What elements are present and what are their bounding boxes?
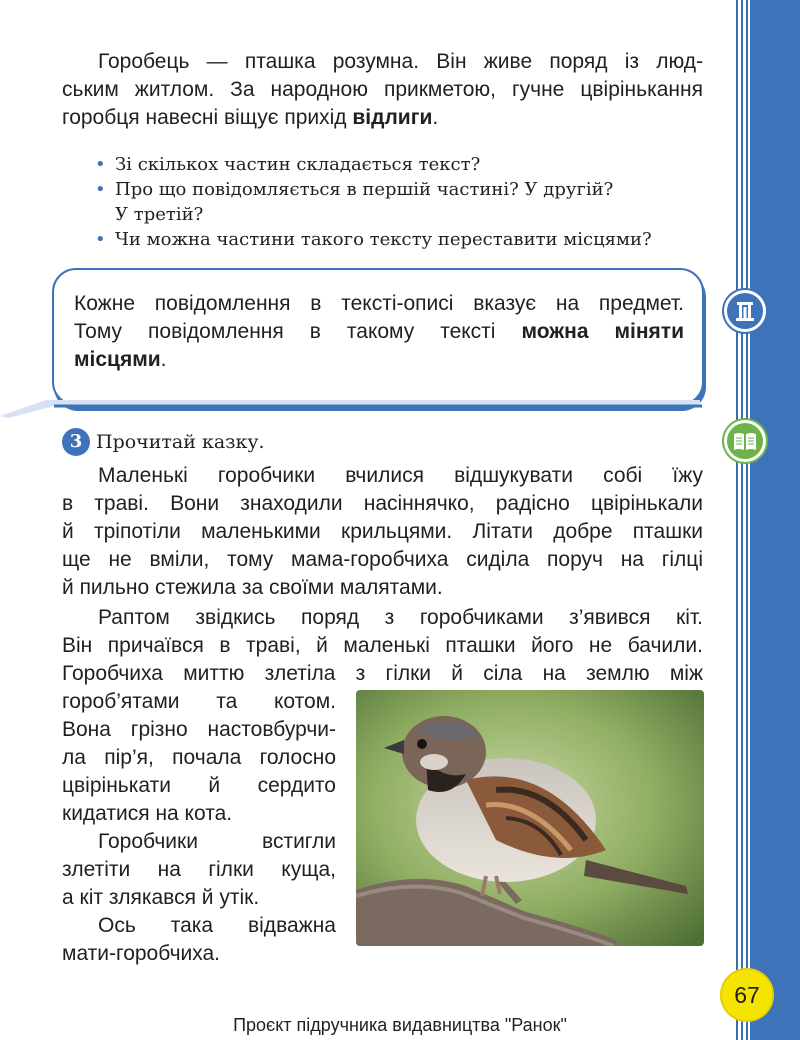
question-item: • Про що повідомляється в першій частині? У другій?	[95, 179, 614, 200]
bullet: •	[95, 229, 106, 250]
story-line: й тріпотіли маленькими крильцями. Літати добре пташки	[62, 520, 703, 543]
margin-band	[750, 0, 800, 1040]
bullet: •	[95, 179, 106, 200]
story-line-narrow: Ось така відважна	[98, 914, 336, 937]
margin-decoration	[736, 0, 800, 1040]
question-item: • Зі скількох частин складається текст?	[95, 154, 481, 175]
bold-term: відлиги	[352, 106, 433, 129]
question-list	[93, 152, 705, 252]
story-line: Раптом звідкись поряд з горобчиками з’явився кіт.	[98, 606, 703, 629]
question-item-continuation: У третій?	[115, 204, 204, 225]
story-line-narrow: цвірінькати й сердито	[62, 774, 336, 797]
rule-text: Кожне повідомлення в тексті-описі вказує на предмет. Тому повідомлення в такому тексті можна міняти місцями.	[74, 292, 684, 371]
story-line: Маленькі горобчики вчилися відшукувати собі їжу	[98, 464, 703, 487]
story-line: ще не вміли, тому мама-горобчиха сиділа поруч на гілці	[62, 548, 703, 571]
story-line-narrow: ла пір’я, почала голосно	[62, 746, 336, 769]
bullet: •	[95, 154, 106, 175]
intro-line-3: горобця навесні віщує прихід відлиги.	[62, 106, 439, 129]
margin-lines	[736, 0, 750, 1040]
story-line-narrow: гороб’ятами та котом.	[62, 690, 336, 713]
column-rule-icon	[724, 290, 766, 332]
question-item: • Чи можна частини такого тексту переставити місцями?	[95, 229, 652, 250]
intro-line-1: Горобець — пташка розумна. Він живе поряд із люд-	[98, 50, 703, 73]
intro-line-2: ським житлом. За народною прикметою, гучне цвірінькання	[62, 78, 703, 101]
rule-box	[52, 268, 704, 406]
story-line-narrow: кидатися на кота.	[62, 802, 233, 825]
story-line-narrow: Вона грізно настовбурчи-	[62, 718, 336, 741]
story-line-narrow: Горобчики встигли	[98, 830, 336, 853]
story-line: й пильно стежила за своїми малятами.	[62, 576, 443, 599]
story-line-narrow: злетіти на гілки куща,	[62, 858, 336, 881]
story-line: Горобчиха миттю злетіла з гілки й сіла на землю між	[62, 662, 703, 685]
story-line-narrow: мати-горобчиха.	[62, 942, 221, 965]
story-line: Він причаївся в траві, й маленькі пташки його не бачили.	[62, 634, 703, 657]
task-instruction: Прочитай казку.	[96, 431, 265, 453]
story-line: в траві. Вони знаходили насіннячко, радісно цвірінькали	[62, 492, 703, 515]
publisher-footer: Проєкт підручника видавництва "Ранок"	[233, 1015, 567, 1035]
rule-box-underline	[0, 400, 706, 418]
open-book-icon	[724, 420, 766, 462]
task-number-badge: 3	[62, 428, 90, 456]
sparrow-photo	[356, 690, 704, 946]
story-line-narrow: а кіт злякався й утік.	[62, 886, 260, 909]
page-number: 67	[720, 968, 774, 1022]
